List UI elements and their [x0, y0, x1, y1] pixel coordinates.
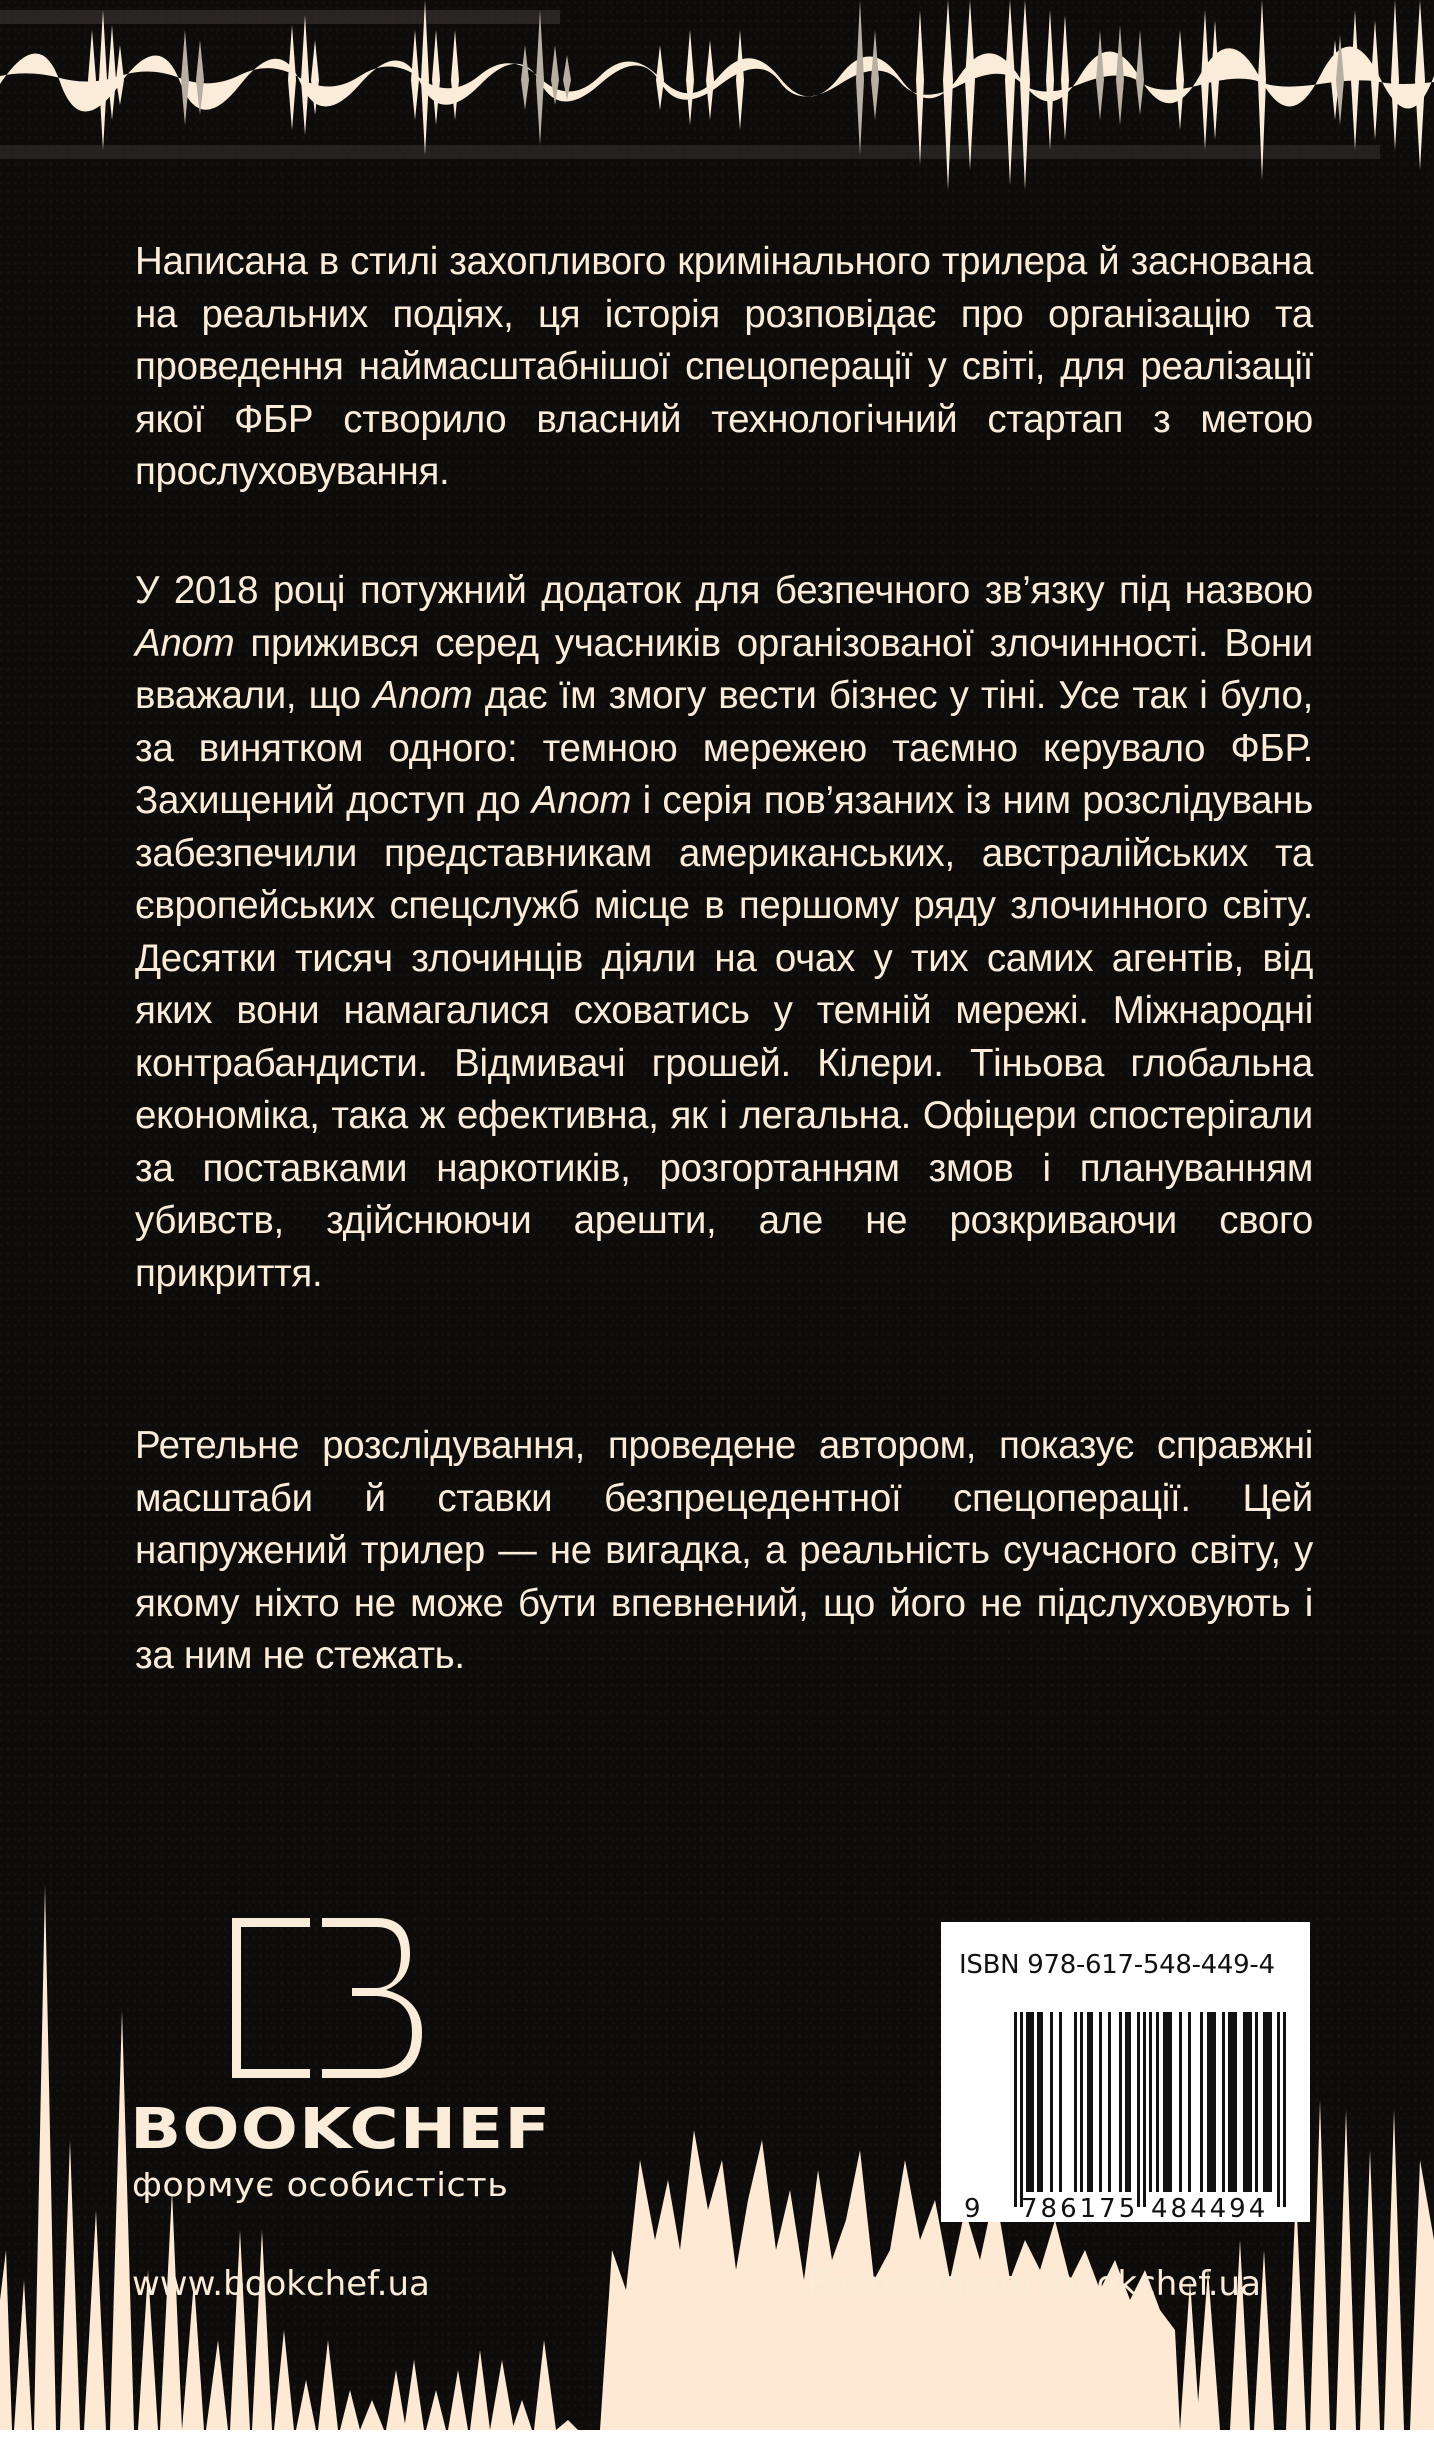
- text-segment: і серія пов’язаних із ним розслідувань забезпечили представникам американських, австралійських та європейських спецслужб місце в першому ряду злочинного світу. Десятки тисяч злочинців діяли на очах у тих самих агентів, від яких вони намагалися сховатись у темній мережі. Міжнародні контрабандисти. Відмивачі грошей. Кілери. Тіньова глобальна економіка, така ж ефективна, як і легальна. Офіцери спостерігали за поставками наркотиків, розгортанням змов і плануванням убивств, здійснюючи арешти, але не розкриваючи свого прикриття.: [135, 779, 1313, 1295]
- barcode-icon: [959, 2012, 1304, 2222]
- barcode-digit-first: 9: [964, 2194, 981, 2222]
- text-segment: дає їм змогу вести бізнес у тіні. Усе так і було, за винятком одного: темною мережею таємно керувало ФБР. Захищений доступ до: [135, 674, 1314, 822]
- isbn-label: ISBN 978-617-548-449-4: [959, 1950, 1275, 1980]
- bottom-edge-strip: [0, 2430, 1434, 2437]
- app-name-anom: Anom: [531, 779, 632, 822]
- text-segment: прижився серед учасників організованої злочинності. Вони вважали, що: [135, 621, 1313, 717]
- isbn-barcode-panel: [941, 1922, 1310, 2222]
- publisher-website-link[interactable]: www.bookchef.ua: [132, 2264, 430, 2304]
- bookchef-logo-icon: [232, 1918, 422, 2078]
- barcode-digits-right: 484494: [1151, 2194, 1269, 2222]
- blurb-paragraph-2-text: [135, 565, 1313, 1300]
- sound-wave-top-decoration: [0, 0, 1434, 200]
- blurb-paragraph-2: [135, 565, 1313, 1300]
- app-name-anom: Anom: [373, 674, 473, 717]
- blurb-paragraph-3-text: Ретельне розслідування, проведене автором, показує справжні масштаби й ставки безпрецедентної спецоперації. Цей напружений трилер — не вигадка, а реальність сучасного світу, у якому ніхто не може бути впевнений, що його не підслуховують і за ним не стежать.: [135, 1424, 1313, 1677]
- publisher-social-link[interactable]: Fb Instagram /bookchef.ua: [807, 2264, 1261, 2304]
- blurb-paragraph-1: [135, 236, 1313, 499]
- blurb-paragraph-3: [135, 1420, 1313, 1683]
- text-segment: У 2018 році потужний додаток для безпечного зв’язку під назвою: [135, 569, 1313, 612]
- publisher-tagline: формує особистість: [132, 2165, 509, 2204]
- blurb-paragraph-1-text: Написана в стилі захопливого кримінального трилера й заснована на реальних подіях, ця історія розповідає про організацію та проведення наймасштабнішої спецоперації у світі, для реалізації якої ФБР створило власний технологічний стартап з метою прослуховування.: [135, 240, 1313, 493]
- publisher-name: BOOKCHEF: [130, 2097, 552, 2162]
- barcode-digits-left: 786175: [1021, 2194, 1139, 2222]
- app-name-anom: Anom: [135, 621, 235, 665]
